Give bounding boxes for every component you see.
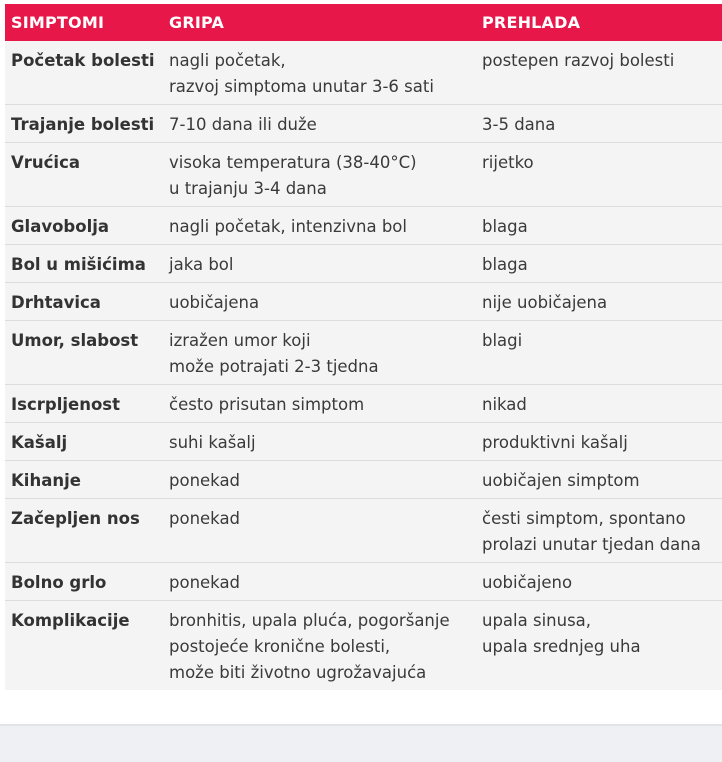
flu-vs-cold-table [5,4,722,690]
flu-cell [163,499,476,563]
table-row [5,461,722,499]
cold-cell [476,499,722,563]
table-row [5,423,722,461]
flu-cell-line: nagli početak, [169,51,286,70]
table-row [5,601,722,691]
cold-cell-line: produktivni kašalj [482,433,628,452]
flu-cell-line: ponekad [169,509,241,528]
cold-cell-line: upala srednjeg uha [482,637,641,656]
symptom-cell: Glavobolja [5,207,163,245]
flu-cell-line: izražen umor koji [169,331,311,350]
flu-cell-line: uobičajena [169,293,260,312]
symptom-cell: Drhtavica [5,283,163,321]
table-row [5,321,722,385]
flu-cell [163,41,476,105]
cold-cell [476,461,722,499]
cold-cell [476,423,722,461]
symptom-cell: Kašalj [5,423,163,461]
cold-cell [476,283,722,321]
cold-cell [476,321,722,385]
table-body [5,41,722,690]
symptom-cell: Umor, slabost [5,321,163,385]
flu-cell-line: može potrajati 2-3 tjedna [169,357,379,376]
cold-cell-line: upala sinusa, [482,611,592,630]
flu-cell-line: visoka temperatura (38-40°C) [169,153,417,172]
page-footer-band [0,724,722,762]
flu-cell-line: u trajanju 3-4 dana [169,179,327,198]
cold-cell-line: postepen razvoj bolesti [482,51,675,70]
table-row [5,283,722,321]
symptom-cell: Početak bolesti [5,41,163,105]
flu-cell [163,207,476,245]
flu-cell-line: jaka bol [169,255,234,274]
cold-cell-line: blagi [482,331,523,350]
table-header [5,4,722,41]
header-symptoms: SIMPTOMI [5,4,163,41]
flu-cell [163,245,476,283]
table-row [5,105,722,143]
cold-cell [476,143,722,207]
cold-cell-line: prolazi unutar tjedan dana [482,535,701,554]
cold-cell-line: rijetko [482,153,534,172]
cold-cell-line: blaga [482,255,528,274]
symptom-cell: Iscrpljenost [5,385,163,423]
flu-cell [163,423,476,461]
flu-cell [163,143,476,207]
symptom-cell: Bol u mišićima [5,245,163,283]
flu-cell-line: često prisutan simptom [169,395,365,414]
cold-cell [476,207,722,245]
flu-cell-line: može biti životno ugrožavajuća [169,663,427,682]
flu-cell-line: ponekad [169,471,241,490]
cold-cell-line: 3-5 dana [482,115,556,134]
table-row [5,385,722,423]
flu-cell [163,563,476,601]
symptom-cell: Komplikacije [11,611,130,630]
cold-cell [476,385,722,423]
table-row [5,41,722,105]
cold-cell-line: nikad [482,395,527,414]
cold-cell [476,245,722,283]
flu-cell-line: postojeće kronične bolesti, [169,637,391,656]
flu-cell [163,321,476,385]
table-row [5,563,722,601]
flu-cell [163,105,476,143]
cold-cell-line: nije uobičajena [482,293,608,312]
table-row [5,207,722,245]
flu-cell [163,601,476,691]
symptom-cell: Kihanje [5,461,163,499]
cold-cell-line: česti simptom, spontano [482,509,686,528]
header-row [5,4,722,41]
flu-cell [163,461,476,499]
flu-cell [163,385,476,423]
symptom-cell: Vrućica [5,143,163,207]
symptom-cell: Trajanje bolesti [5,105,163,143]
flu-cell-line: 7-10 dana ili duže [169,115,317,134]
symptom-cell: Začepljen nos [5,499,163,563]
comparison-table-container [5,4,722,690]
flu-cell-line: bronhitis, upala pluća, pogoršanje [169,611,450,630]
flu-cell-line: ponekad [169,573,241,592]
cold-cell [476,41,722,105]
flu-cell [163,283,476,321]
cold-cell-line: blaga [482,217,528,236]
header-flu: GRIPA [163,4,476,41]
table-row [5,143,722,207]
cold-cell [476,563,722,601]
flu-cell-line: razvoj simptoma unutar 3-6 sati [169,77,434,96]
header-cold: PREHLADA [476,4,722,41]
table-row [5,245,722,283]
flu-cell-line: suhi kašalj [169,433,256,452]
cold-cell [476,601,722,691]
table-row [5,499,722,563]
cold-cell-line: uobičajeno [482,573,573,592]
cold-cell [476,105,722,143]
symptom-cell: Bolno grlo [5,563,163,601]
cold-cell-line: uobičajen simptom [482,471,640,490]
flu-cell-line: nagli početak, intenzivna bol [169,217,407,236]
